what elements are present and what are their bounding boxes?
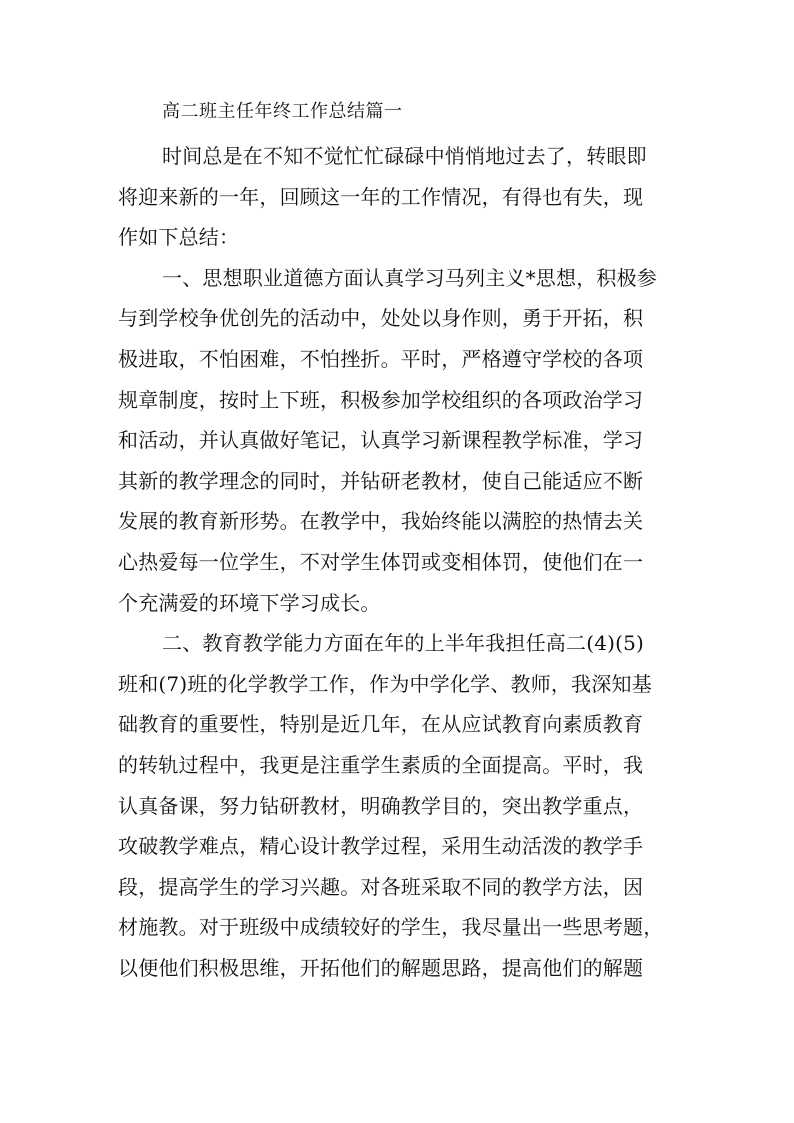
- paragraph-3-line-8: 材施教。对于班级中成绩较好的学生，我尽量出一些思考题，: [118, 915, 664, 940]
- paragraph-1-line-2: 将迎来新的一年，回顾这一年的工作情况，有得也有失，现: [118, 184, 644, 209]
- paragraph-1-line-1: 时间总是在不知不觉忙忙碌碌中悄悄地过去了，转眼即: [162, 144, 647, 168]
- paragraph-3-line-4: 的转轨过程中，我更是注重学生素质的全面提高。平时，我: [118, 752, 644, 777]
- paragraph-2-line-6: 其新的教学理念的同时，并钻研老教材，使自己能适应不断: [118, 468, 644, 493]
- paragraph-2-line-8: 心热爱每一位学生，不对学生体罚或变相体罚，使他们在一: [118, 549, 644, 574]
- document-body: [118, 136, 678, 988]
- paragraph-2-line-4: 规章制度，按时上下班，积极参加学校组织的各项政治学习: [118, 387, 644, 412]
- document-title: 高二班主任年终工作总结篇一: [162, 101, 403, 122]
- paragraph-2-line-9: 个充满爱的环境下学习成长。: [118, 590, 381, 615]
- paragraph-2-line-2: 与到学校争优创先的活动中，处处以身作则，勇于开拓，积: [118, 306, 644, 331]
- paragraph-2-line-7: 发展的教育新形势。在教学中，我始终能以满腔的热情去关: [118, 509, 644, 534]
- paragraph-3-line-6: 攻破教学难点，精心设计教学过程，采用生动活泼的教学手: [118, 834, 644, 859]
- paragraph-3-line-3: 础教育的重要性，特别是近几年，在从应试教育向素质教育: [118, 712, 644, 737]
- paragraph-3-line-2: 班和(7)班的化学教学工作，作为中学化学、教师，我深知基: [118, 671, 652, 696]
- paragraph-2-line-1: 一、思想职业道德方面认真学习马列主义*思想，积极参: [162, 265, 657, 290]
- paragraph-2-line-3: 极进取，不怕困难，不怕挫折。平时，严格遵守学校的各项: [118, 346, 644, 371]
- paragraph-3-line-9: 以便他们积极思维，开拓他们的解题思路，提高他们的解题: [118, 955, 644, 980]
- paragraph-3-line-5: 认真备课，努力钻研教材，明确教学目的，突出教学重点，: [118, 793, 644, 818]
- paragraph-3-line-1: 二、教育教学能力方面在年的上半年我担任高二(4)(5): [162, 631, 645, 656]
- paragraph-2-line-5: 和活动，并认真做好笔记，认真学习新课程教学标准，学习: [118, 428, 644, 453]
- paragraph-1-line-3: 作如下总结：: [118, 225, 240, 250]
- paragraph-3-line-7: 段，提高学生的学习兴趣。对各班采取不同的教学方法，因: [118, 874, 644, 899]
